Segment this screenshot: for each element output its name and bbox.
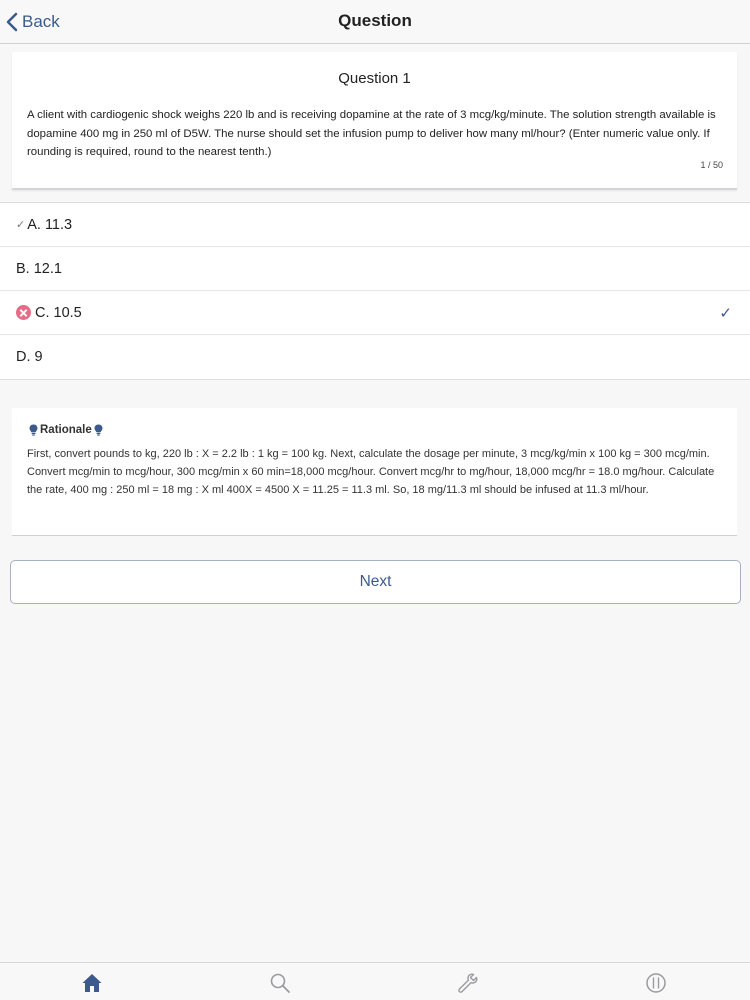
answer-options-list	[0, 202, 750, 380]
option-label: A. 11.3	[27, 216, 73, 233]
tab-info[interactable]	[641, 969, 671, 997]
tab-bar	[0, 962, 750, 1000]
question-text: A client with cardiogenic shock weighs 220 lb and is receiving dopamine at the rate of 3 mcg/kg/minute. The solution strength available is dopamine 400 mg in 250 ml of D5W. The nurse should set the infusion pump to deliver how many ml/hour? (Enter numeric value only. If rounding is required, round to the nearest tenth.)	[27, 109, 716, 158]
wrong-answer-icon	[16, 305, 31, 320]
lightbulb-icon	[29, 424, 38, 436]
tab-search[interactable]	[265, 969, 295, 997]
rationale-heading	[27, 424, 105, 436]
wrench-icon	[457, 972, 479, 994]
home-icon	[81, 972, 103, 994]
option-d[interactable]	[0, 335, 750, 379]
option-c[interactable]	[0, 291, 750, 335]
question-counter: 1 / 50	[700, 160, 723, 170]
option-label: B. 12.1	[16, 260, 62, 277]
info-icon	[645, 972, 667, 994]
search-icon	[269, 972, 291, 994]
navigation-bar	[0, 0, 750, 44]
option-b[interactable]	[0, 247, 750, 291]
option-label: C. 10.5	[35, 304, 82, 321]
rationale-heading-label: Rationale	[40, 424, 92, 436]
rationale-text: First, convert pounds to kg, 220 lb : X = 2.2 lb : 1 kg = 100 kg. Next, calculate the dosage per minute, 3 mcg/kg/min x 100 kg = 300 mcg/min. Convert mcg/min to mcg/hour, 300 mcg/min x 60 min=18,000 mcg/hour. Convert mcg/hr to mg/hour, 18,000 mcg/hr = 18.0 mg/hour. Calculate the rate, 400 mg : 250 ml = 18 mg : X ml 400X = 4500 X = 11.25 = 11.3 ml. So, 18 mg/11.3 ml should be infused at 11.3 ml/hour.	[27, 448, 715, 496]
question-card	[12, 52, 737, 190]
option-label: D. 9	[16, 349, 43, 365]
option-a[interactable]	[0, 203, 750, 247]
selected-check-icon: ✓	[719, 305, 732, 322]
tab-home[interactable]	[77, 969, 107, 997]
small-check-icon: ✓	[16, 219, 26, 231]
next-button[interactable]: Next	[10, 560, 741, 604]
page-title: Question	[338, 11, 412, 30]
question-heading: Question 1	[338, 70, 411, 87]
rationale-card	[12, 408, 737, 536]
tab-tools[interactable]	[453, 969, 483, 997]
back-label: Back	[22, 12, 60, 31]
lightbulb-icon	[94, 424, 103, 436]
